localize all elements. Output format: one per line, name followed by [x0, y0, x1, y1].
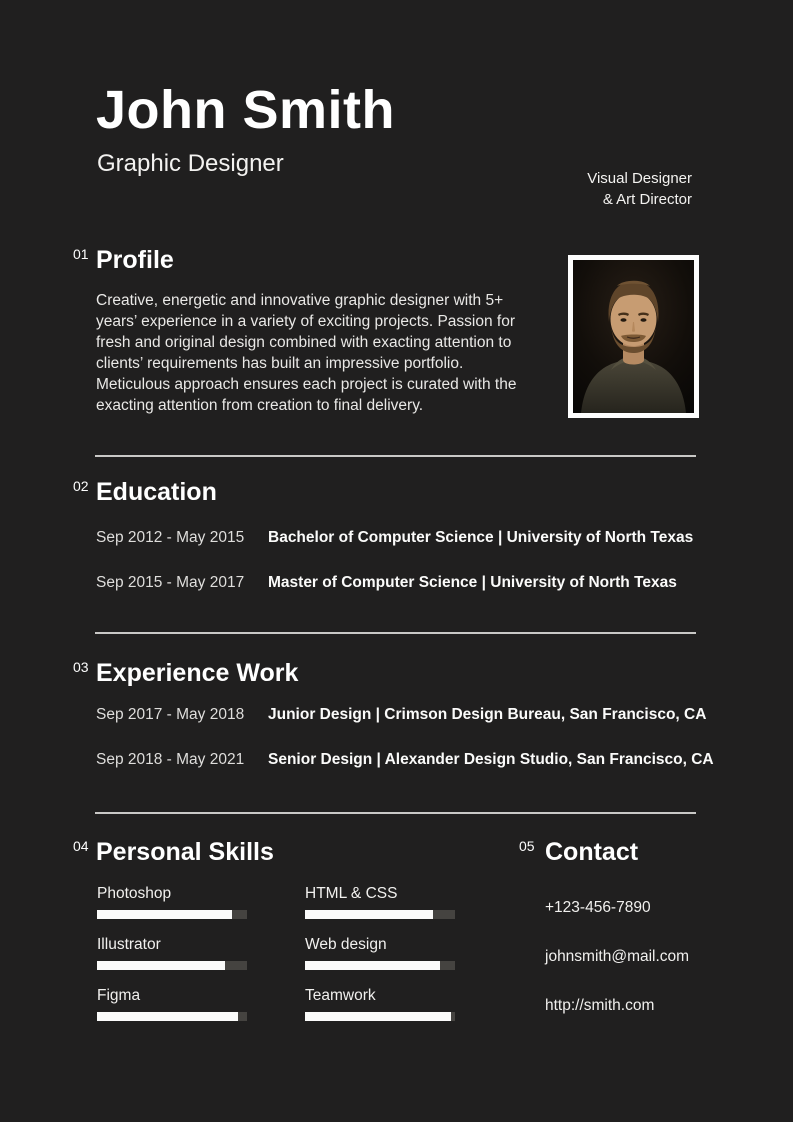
- experience-rows: [96, 706, 714, 796]
- skill-label: HTML & CSS: [305, 885, 398, 902]
- skill-label: Illustrator: [97, 936, 161, 953]
- experience-detail: Senior Design | Alexander Design Studio, San Francisco, CA: [268, 751, 714, 768]
- contact-website: http://smith.com: [545, 997, 655, 1014]
- skill-bar-fill: [305, 910, 433, 919]
- skill-label: Figma: [97, 987, 141, 1004]
- profile-summary-text: Creative, energetic and innovative graphic designer with 5+ years’ experience in a variety of exciting projects. Passion for fresh and original design combined with exacting attention to clients’ requirements has built an impressive portfolio. Meticulous approach ensures each project is curated with the exacting attention from creation to final delivery.: [96, 292, 517, 414]
- skill-bar-track: [305, 961, 455, 970]
- section-number-contact: 05: [519, 838, 535, 854]
- skill-bar-fill: [305, 1012, 451, 1021]
- education-rows: [96, 529, 693, 619]
- skill-bar-fill: [305, 961, 440, 970]
- education-detail: Bachelor of Computer Science | University of North Texas: [268, 529, 694, 546]
- job-title: Graphic Designer: [97, 150, 284, 177]
- education-dates: Sep 2015 - May 2017: [96, 574, 245, 591]
- skill-label: Teamwork: [305, 987, 376, 1004]
- portrait-illustration: [573, 260, 694, 413]
- person-name: John Smith: [96, 80, 395, 140]
- experience-dates: Sep 2018 - May 2021: [96, 751, 245, 768]
- education-row: [96, 529, 693, 547]
- skill-bar-track: [97, 910, 247, 919]
- skill-bar-track: [305, 910, 455, 919]
- contact-list: [545, 899, 689, 1046]
- experience-detail: Junior Design | Crimson Design Bureau, San Francisco, CA: [268, 706, 707, 723]
- section-number-skills: 04: [73, 838, 89, 854]
- skill-item: [97, 936, 247, 987]
- tagline-line-2: & Art Director: [602, 191, 692, 208]
- skill-label: Photoshop: [97, 885, 172, 902]
- profile-photo: [568, 255, 699, 418]
- education-dates: Sep 2012 - May 2015: [96, 529, 245, 546]
- skill-bar-fill: [97, 1012, 238, 1021]
- skill-bar-fill: [97, 910, 232, 919]
- contact-email: johnsmith@mail.com: [545, 948, 690, 965]
- skill-bar-track: [97, 1012, 247, 1021]
- tagline-line-1: Visual Designer: [587, 170, 692, 187]
- skill-item: [305, 885, 455, 936]
- section-heading-education: Education: [96, 478, 217, 506]
- skill-bar-track: [97, 961, 247, 970]
- experience-row: [96, 751, 714, 769]
- divider: [95, 632, 696, 634]
- divider: [95, 455, 696, 457]
- experience-row: [96, 706, 714, 724]
- section-number-profile: 01: [73, 246, 89, 262]
- section-heading-profile: Profile: [96, 246, 174, 274]
- skill-item: [97, 987, 247, 1038]
- skills-grid: [97, 885, 455, 1038]
- tagline: [587, 168, 692, 210]
- skill-item: [305, 987, 455, 1038]
- skill-bar-fill: [97, 961, 225, 970]
- skill-item: [97, 885, 247, 936]
- education-detail: Master of Computer Science | University of North Texas: [268, 574, 677, 591]
- skill-label: Web design: [305, 936, 387, 953]
- section-heading-contact: Contact: [545, 838, 639, 866]
- contact-phone: +123-456-7890: [545, 899, 651, 916]
- section-number-education: 02: [73, 478, 89, 494]
- education-row: [96, 574, 693, 592]
- section-number-experience: 03: [73, 659, 89, 675]
- skill-bar-track: [305, 1012, 455, 1021]
- experience-dates: Sep 2017 - May 2018: [96, 706, 245, 723]
- skill-item: [305, 936, 455, 987]
- section-heading-skills: Personal Skills: [96, 838, 274, 866]
- divider: [95, 812, 696, 814]
- section-heading-experience: Experience Work: [96, 659, 299, 687]
